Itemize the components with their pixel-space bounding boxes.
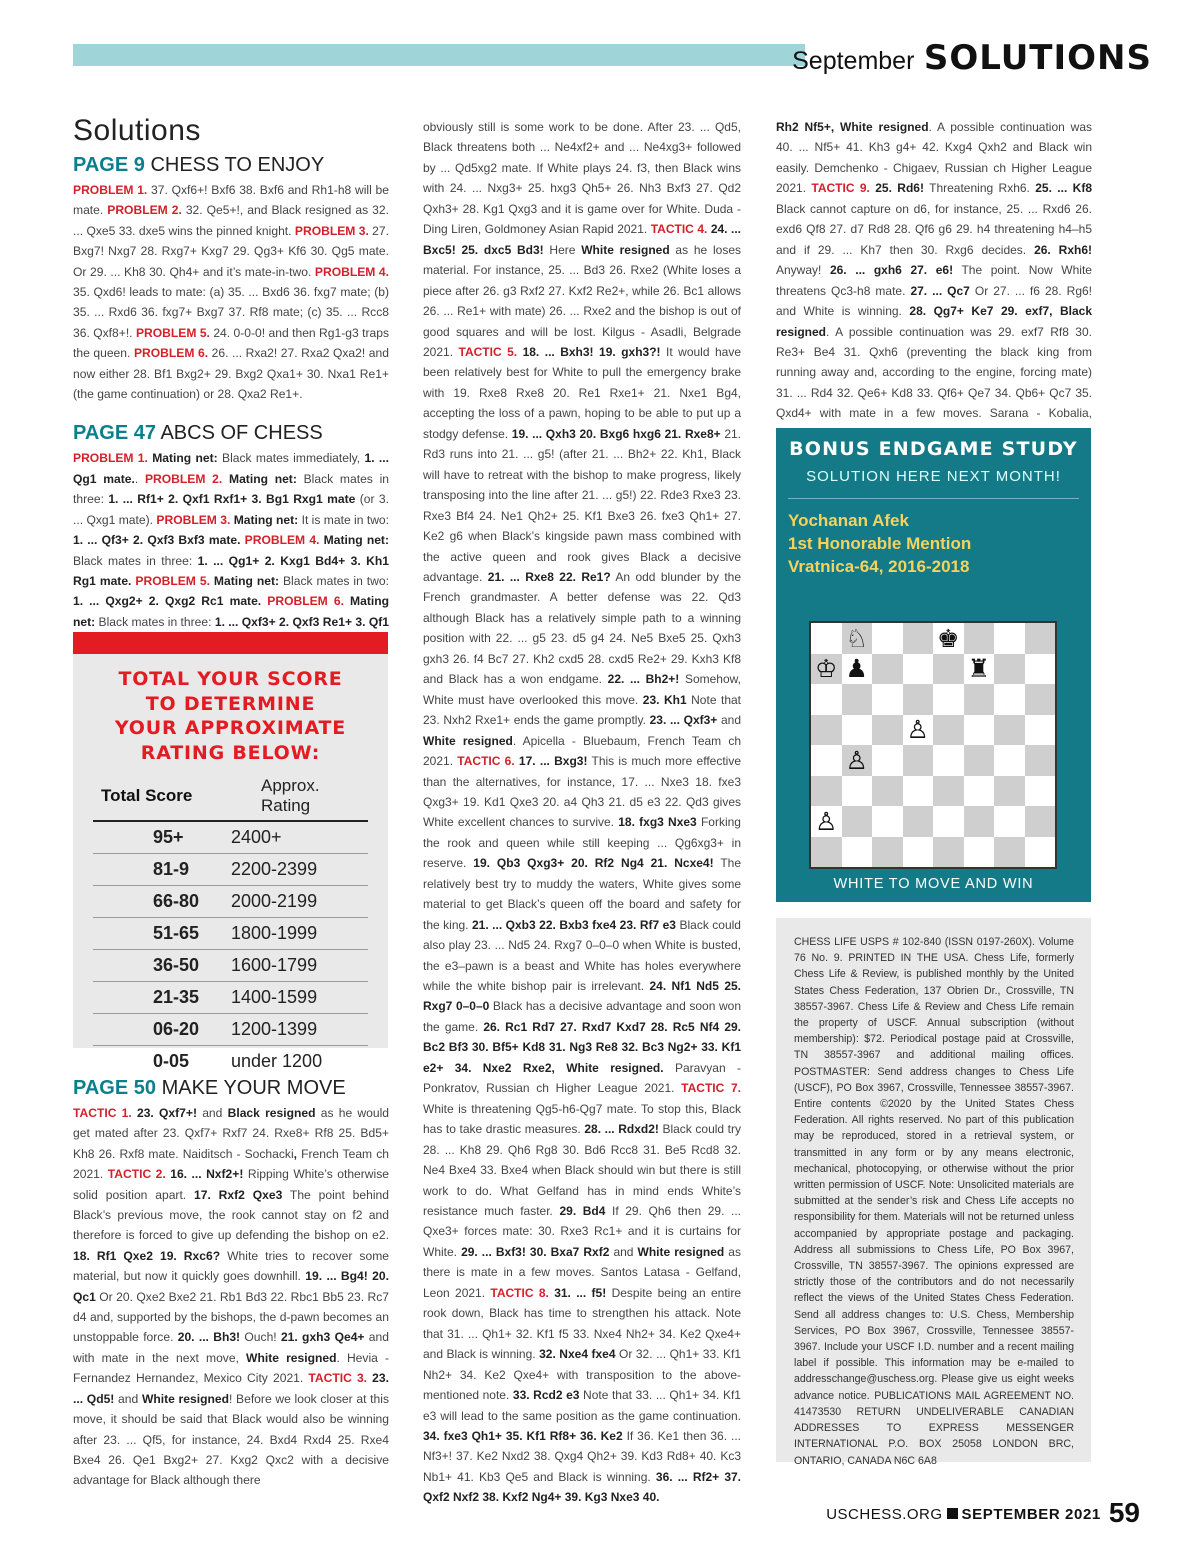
board-square-with-piece <box>933 623 964 654</box>
board-square <box>933 776 964 807</box>
board-square <box>964 684 995 715</box>
approx-rating: 1600-1799 <box>231 950 368 982</box>
score-range: 51-65 <box>93 918 231 950</box>
board-square <box>933 654 964 685</box>
score-column-header: Total Score <box>93 773 231 821</box>
score-range: 81-9 <box>93 854 231 886</box>
page-50-solutions: TACTIC 1. 23. Qxf7+! and Black resigned as he would get mated after 23. Qxf7+ Rxf7 24. Rxe8+ Rf8 25. Bd5+ Kh8 26. Rxf8 mate. Naiditsch - Sochacki, French Team ch 2021. TACTIC 2. 16. ... Nxf2+! Ripping White’s otherwise solid position apart. 17. Rxf2 Qxe3 The point behind Black’s previous move, the rook cannot stay on f2 and therefore is forced to give up defending the bishop on e2. 18. Rf1 Qxe2 19. Rxc6? White tries to recover some material, but now it quickly goes downhill. 19. ... Bg4! 20. Qc1 Or 20. Qxe2 Bxe2 21. Rb1 Bd3 22. Rbc1 Bb5 23. Rc7 d4 and, supported by the bishops, the d-pawn becomes an unstoppable force. 20. ... Bh3! Ouch! 21. gxh3 Qe4+ and with mate in the next move, White resigned. Hevia - Fernandez Hernandez, Mexico City 2021. TACTIC 3. 23. ... Qd5! and White resigned! Before we look closer at this move, it should be said that Black would also be winning after 23. ... Qf5, for instance, 24. Bxd4 Rxd4 25. Rxe4 Bxe4 26. Qe1 Bxg2+ 27. Kxg2 Qxc2 with a decisive advantage for Black although there <box>73 1106 390 1488</box>
board-square <box>964 806 995 837</box>
board-square <box>1025 806 1056 837</box>
board-square-with-piece <box>842 623 873 654</box>
column-1 <box>73 110 389 653</box>
column-2 <box>423 117 741 1508</box>
score-range: 66-80 <box>93 886 231 918</box>
board-square <box>933 806 964 837</box>
board-square-with-piece <box>811 806 842 837</box>
board-square <box>872 684 903 715</box>
board-square <box>872 745 903 776</box>
approx-rating: 1400-1599 <box>231 982 368 1014</box>
board-square <box>964 623 995 654</box>
board-square <box>811 623 842 654</box>
board-square <box>1025 684 1056 715</box>
board-square <box>994 654 1025 685</box>
board-square <box>933 745 964 776</box>
approx-rating: 1200-1399 <box>231 1014 368 1046</box>
study-caption: WHITE TO MOVE AND WIN <box>833 876 1034 892</box>
chess-board <box>809 621 1057 869</box>
board-square <box>1025 623 1056 654</box>
board-square <box>994 715 1025 746</box>
board-square <box>903 654 934 685</box>
footer-date: SEPTEMBER 2021 <box>961 1506 1101 1523</box>
chess-piece-icon: ♙ <box>845 745 868 775</box>
chess-piece-icon: ♘ <box>845 623 868 653</box>
board-square <box>903 623 934 654</box>
board-square <box>872 654 903 685</box>
header-title <box>792 38 1152 78</box>
footer-url: USCHESS.ORG <box>826 1506 943 1523</box>
page-number: 59 <box>1108 1497 1140 1528</box>
chess-piece-icon: ♔ <box>815 654 838 684</box>
board-square <box>964 776 995 807</box>
board-square-with-piece <box>811 654 842 685</box>
board-square <box>964 745 995 776</box>
board-square <box>903 776 934 807</box>
bonus-title: BONUS ENDGAME STUDY <box>789 438 1078 460</box>
board-square <box>994 684 1025 715</box>
approx-rating: 1800-1999 <box>231 918 368 950</box>
chess-piece-icon: ♙ <box>906 715 929 745</box>
score-rating-box <box>73 632 388 1071</box>
score-row <box>93 950 368 982</box>
chess-piece-icon: ♜ <box>967 654 990 684</box>
board-square <box>933 837 964 868</box>
board-square <box>994 623 1025 654</box>
score-row <box>93 854 368 886</box>
score-row <box>93 918 368 950</box>
study-source: Vratnica-64, 2016-2018 <box>788 557 970 576</box>
rating-column-header: Approx. Rating <box>231 773 368 821</box>
score-range: 06-20 <box>93 1014 231 1046</box>
publication-info-box <box>776 918 1091 1467</box>
page-9-heading: PAGE 9 CHESS TO ENJOY <box>73 154 325 176</box>
solutions-heading: Solutions <box>73 114 201 147</box>
score-row <box>93 886 368 918</box>
board-square <box>933 684 964 715</box>
board-square-with-piece <box>964 654 995 685</box>
board-square <box>842 776 873 807</box>
board-square <box>811 745 842 776</box>
board-square <box>811 776 842 807</box>
page-47-heading: PAGE 47 ABCS OF CHESS <box>73 422 323 445</box>
header-accent-bar <box>73 44 805 66</box>
board-square <box>964 715 995 746</box>
board-square-with-piece <box>903 715 934 746</box>
board-square <box>994 745 1025 776</box>
board-square <box>1025 715 1056 746</box>
chess-piece-icon: ♚ <box>937 623 960 653</box>
score-row <box>93 1014 368 1046</box>
approx-rating: under 1200 <box>231 1051 323 1071</box>
study-credits <box>788 509 1091 578</box>
score-range: 0-05 <box>153 1051 190 1071</box>
page-47-solutions: PROBLEM 1. Mating net: Black mates immediately, 1. ... Qg1 mate.. PROBLEM 2. Mating net: Black mates in three: 1. ... Rf1+ 2. Qxf1 Rxf1+ 3. Bg1 Rxg1 mate (or 3. ... Qxg1 mate). PROBLEM 3. Mating net: It is mate in two: 1. ... Qf3+ 2. Qxf3 Bxf3 mate. PROBLEM 4. Mating net: Black mates in three: 1. ... Qg1+ 2. Kxg1 Bd4+ 3. Kh1 Rg1 mate. PROBLEM 5. Mating net: Black mates in two: 1. ... Qxg2+ 2. Qxg2 Rc1 mate. PROBLEM 6. Mating net: Black mates in three: 1. ... Qxf3+ 2. Qxf3 Re1+ 3. Qf1 <box>73 451 390 629</box>
study-award: 1st Honorable Mention <box>788 534 972 553</box>
board-square <box>811 837 842 868</box>
board-square <box>903 745 934 776</box>
board-square <box>842 806 873 837</box>
score-row <box>93 1046 368 1078</box>
score-row <box>93 982 368 1014</box>
header-month: September <box>792 47 915 75</box>
column-3 <box>776 117 1092 444</box>
board-square <box>903 837 934 868</box>
approx-rating: 2000-2199 <box>231 886 368 918</box>
score-table <box>93 773 368 1077</box>
board-square <box>994 837 1025 868</box>
bonus-endgame-study <box>776 428 1091 902</box>
approx-rating: 2400+ <box>231 821 368 854</box>
column-2-text: obviously still is some work to be done. After 23. ... Qd5, Black threatens both ... Ne4xf2+ and ... Ne4xg3+ followed by ... Qd5xg2 mate. If White plays 24. f3, then Black wins with 24. ... Nxg3+ 25. hxg3 Qh5+ 26. Nh3 Bxf3 27. Qd2 Qxh3+ 28. Kg1 Qxg3 and it is game over for White. Duda - Ding Liren, Goldmoney Asian Rapid 2021. TACTIC 4. 24. ... Bxc5! 25. dxc5 Bd3! Here White resigned as he loses material. For instance, 25. ... Bd3 26. Rxe2 (White loses a piece after 26. g3 Rxf2 27. Kxf2 Re2+, while 26. Bc1 allows 26. ... Re1+ with mate) 26. ... Rxe2 and the bishop is out of good squares and will be lost. Kilgus - Asadli, Belgrade 2021. TACTIC 5. 18. ... Bxh3! 19. gxh3?! It would have been relatively best for White to pull the emergency brake with 19. Rxe8 Rxe8 20. Re1 Rxe1+ 21. Nxe1 Bg4, accepting the loss of a pawn, hoping to be able to put up a stodgy defense. 19. ... Qxh3 20. Bxg6 hxg6 21. Rxe8+ 21. Rd3 runs into 21. ... g5! (after 21. ... Bh2+ 22. Kh1, Black will have to retreat with the bishop to make progress, likely transposing into the line after 21. ... g5!) 22. Rde3 Rxe3 23. Rxe3 Bf4 24. Ne1 Qh2+ 25. Kf1 Bxe3 26. fxe3 Qh1+ 27. Ke2 g6 when Black’s kingside pawn mass combined with the active queen and rook gives Black a decisive advantage. 21. ... Rxe8 22. Re1? An odd blunder by the French grandmaster. A better defense was 22. Qd3 although Black has a relatively simple path to a winning position with 22. ... g5 23. d5 g4 24. Ne5 Bxe5 25. Qxh3 gxh3 26. f4 Bc7 27. Kh2 cxd5 28. cxd5 Re2+ 29. Kxh3 Kf8 and Black has a won endgame. 22. ... Bh2+! Somehow, White must have overlooked this move. 23. Kh1 Note that 23. Nxh2 Rxe1+ ends the game promptly. 23. ... Qxf3+ and White resigned. Apicella - Bluebaum, French Team ch 2021. TACTIC 6. 17. ... Bxg3! This is much more effective than the alternatives, for instance, 17. ... Nxe3 18. fxe3 Qxg3+ 19. Kd1 Qxe3 20. a4 Qh3 21. d5 e3 22. Qd3 gives White excellent chances to survive. 18. fxg3 Nxe3 Forking the rook and queen while still keeping ... Qg6xg3+ in reserve. 19. Qb3 Qxg3+ 20. Rf2 Ng4 21. Ncxe4! The relatively best try to muddy the waters, White gives some material to get Black’s queen off the board and safety for the king. 21. ... Qxb3 22. Bxb3 fxe4 23. Rf7 e3 Black could also play 23. ... Nd5 24. Rxg7 0–0–0 when White is busted, the e3–pawn is a beast and White has holes everywhere while the white bishop pair is irrelevant. 24. Nf1 Nd5 25. Rxg7 0–0–0 Black has a decisive advantage and soon won the game. 26. Rc1 Rd7 27. Rxd7 Kxd7 28. Rc5 Nf4 29. Bc2 Bf3 30. Bf5+ Kd8 31. Ng3 Re8 32. Bc3 Ng2+ 33. Kf1 e2+ 34. Nxe2 Rxe2, White resigned. Paravyan - Ponkratov, Russian ch Higher League 2021. TACTIC 7. White is threatening Qg5-h6-Qg7 mate. To stop this, Black has to take drastic measures. 28. ... Rdxd2! Black could try 28. ... Kh8 29. Qh6 Rg8 30. Bd6 Rcc8 31. Be5 Rcd8 32. Ne4 Bxe4 33. Bxe4 when Black should win but there is still work to do. What Gelfand has in mind ends White’s resistance much faster. 29. Bd4 If 29. Qh6 then 29. ... Qxe3+ forces mate: 30. Rxe3 Rc1+ and it is curtains for White. 29. ... Bxf3! 30. Bxa7 Rxf2 and White resigned as there is mate in a few moves. Santos Latasa - Gelfand, Leon 2021. TACTIC 8. 31. ... f5! Despite being an entire rook down, Black has time to strengthen his attack. Note that 31. ... Qh1+ 32. Kf1 f5 33. Nxe4 Nh2+ 34. Ke2 Qxe4+ and Black is winning. 32. Nxe4 fxe4 Or 32. ... Qh1+ 33. Kf1 Nh2+ 34. Ke2 Qxe4+ with transposition to the above-mentioned note. 33. Rcd2 e3 Note that 33. ... Qh1+ 34. Kf1 e3 will lead to the same position as the game continuation. 34. fxe3 Qh1+ 35. Kf1 Rf8+ 36. Ke2 If 36. Ke1 then 36. ... Nf3+! 37. Ke2 Nxd2 38. Qxg4 Qh2+ 39. Kd3 Rd8+ 40. Kc3 Nb1+ 41. Kb3 Qe5 and Black is winning. 36. ... Rf2+ 37. Qxf2 Nxf2 38. Kxf2 Ng4+ 39. Kg3 Nxe3 40. <box>423 120 742 1505</box>
board-square <box>1025 654 1056 685</box>
header-section: SOLUTIONS <box>923 38 1152 78</box>
board-square <box>842 684 873 715</box>
chess-piece-icon: ♟ <box>845 654 868 684</box>
score-box-red-bar <box>73 632 388 654</box>
page-50-heading: PAGE 50 MAKE YOUR MOVE <box>73 1077 346 1099</box>
chess-piece-icon: ♙ <box>815 806 838 836</box>
publication-info-text: CHESS LIFE USPS # 102-840 (ISSN 0197-260X). Volume 76 No. 9. PRINTED IN THE USA. Chess Life, formerly Chess Life & Review, is published monthly by the United States Chess Federation, 137 Obrien Dr., Crossville, TN 38557-3967. Chess Life & Review and Chess Life remain the property of USCF. Annual subscription (without membership): $72. Periodical postage paid at Crossville, TN 38557-3967 and additional mailing offices. POSTMASTER: Send address changes to Chess Life (USCF), PO Box 3967, Crossville, Tennessee 38557-3967. Entire contents ©2020 by the United States Chess Federation. All rights reserved. No part of this publication may be reproduced, stored in a retrieval system, or transmitted in any form or by any means electronic, mechanical, photocopying, or otherwise without the prior written permission of USCF. Note: Unsolicited materials are submitted at the sender’s risk and Chess Life accepts no responsibility for them. Materials will not be returned unless accompanied by appropriate postage and packaging. Address all submissions to Chess Life, PO Box 3967, Crossville, TN 38557-3967. The opinions expressed are strictly those of the contributors and do not necessarily reflect the views of the United States Chess Federation. Send all address changes to: U.S. Chess, Membership Services, PO Box 3967, Crossville, Tennessee 38557-3967. Include your USCF I.D. number and a recent mailing label if possible. This information may be e-mailed to addresschange@uschess.org. Please give us eight weeks advance notice. PUBLICATIONS MAIL AGREEMENT NO. 41473530 RETURN UNDELIVERABLE CANADIAN ADDRESSES TO EXPRESS MESSENGER INTERNATIONAL P.O. BOX 25058 LONDON BRC, ONTARIO, CANADA N6C 6A8 <box>794 936 1074 1467</box>
board-square <box>842 837 873 868</box>
score-range: 21-35 <box>93 982 231 1014</box>
board-square <box>994 806 1025 837</box>
board-square <box>1025 837 1056 868</box>
board-square <box>1025 776 1056 807</box>
board-square <box>903 806 934 837</box>
board-square-with-piece <box>842 654 873 685</box>
page-footer <box>826 1497 1140 1529</box>
board-square <box>1025 745 1056 776</box>
score-range: 36-50 <box>93 950 231 982</box>
board-square <box>842 715 873 746</box>
board-square <box>811 715 842 746</box>
board-square <box>811 684 842 715</box>
column-3-text: Rh2 Nf5+, White resigned. A possible continuation was 40. ... Nf5+ 41. Kh3 g4+ 42. Kxg4 Qxh2 and Black win easily. Demchenko - Chigaev, Russian ch Higher League 2021. TACTIC 9. 25. Rd6! Threatening Rxh6. 25. ... Kf8 Black cannot capture on d6, for instance, 25. ... Rxd6 26. exd6 Qf8 27. d7 Rd8 28. Qf6 g6 29. h4 threatening h4–h5 and if 29. ... Kh7 then 30. Rxg6 decides. 26. Rxh6! Anyway! 26. ... gxh6 27. e6! The point. Now White threatens Qc3-h8 mate. 27. ... Qc7 Or 27. ... f6 28. Rg6! and White is winning. 28. Qg7+ Ke7 29. exf7, Black resigned. A possible continuation was 29. exf7 Rf8 30. Re3+ Be4 31. Qxh6 (preventing the black king from running away and, according to the engine, forcing mate) 31. ... Rd4 32. Qe6+ Kd8 33. Qf6+ Qe7 34. Qb6+ Qc7 35. Qxd4+ with mate in a few moves. Sarana - Kobalia, <box>776 120 1093 421</box>
board-square <box>872 837 903 868</box>
board-square <box>994 776 1025 807</box>
page-50-section <box>73 1077 389 1491</box>
study-author: Yochanan Afek <box>788 511 909 530</box>
board-square <box>933 715 964 746</box>
board-square <box>872 806 903 837</box>
approx-rating: 2200-2399 <box>231 854 368 886</box>
page-9-solutions: PROBLEM 1. 37. Qxf6+! Bxf6 38. Bxf6 and Rh1-h8 will be mate. PROBLEM 2. 32. Qe5+!, and Black resigned as 32. ... Qxe5 33. dxe5 wins the pinned knight. PROBLEM 3. 27. Bxg7! Nxg7 28. Rxg7+ Kxg7 29. Qg3+ Kf6 30. Qg5 mate. Or 29. ... Kh8 30. Qh4+ and it’s mate-in-two. PROBLEM 4. 35. Qxd6! leads to mate: (a) 35. ... Bxd6 36. fxg7 mate; (b) 35. ... Rxd6 36. fxg7+ Bxg7 37. Rf8 mate; (c) 35. ... Rcc8 36. Qxf8+!. PROBLEM 5. 24. 0-0-0! and then Rg1-g3 traps the queen. PROBLEM 6. 26. ... Rxa2! 27. Rxa2 Qxa2! and now either 28. Bf1 Bxg2+ 29. Bxg2 Qxa1+ 30. Nxa1 Re1+ (the game continuation) or 28. Qxa2 Re1+. <box>73 183 390 402</box>
score-range: 95+ <box>93 821 231 854</box>
bonus-divider <box>788 498 1079 499</box>
board-square <box>964 837 995 868</box>
board-square-with-piece <box>842 745 873 776</box>
score-row <box>93 821 368 854</box>
board-square <box>872 776 903 807</box>
bonus-subtitle: SOLUTION HERE NEXT MONTH! <box>806 468 1061 485</box>
board-square <box>872 623 903 654</box>
board-square <box>903 684 934 715</box>
board-square <box>872 715 903 746</box>
score-box-title: TOTAL YOUR SCORE TO DETERMINE YOUR APPROXIMATE RATING BELOW: <box>114 668 347 764</box>
footer-square-icon <box>947 1508 958 1519</box>
